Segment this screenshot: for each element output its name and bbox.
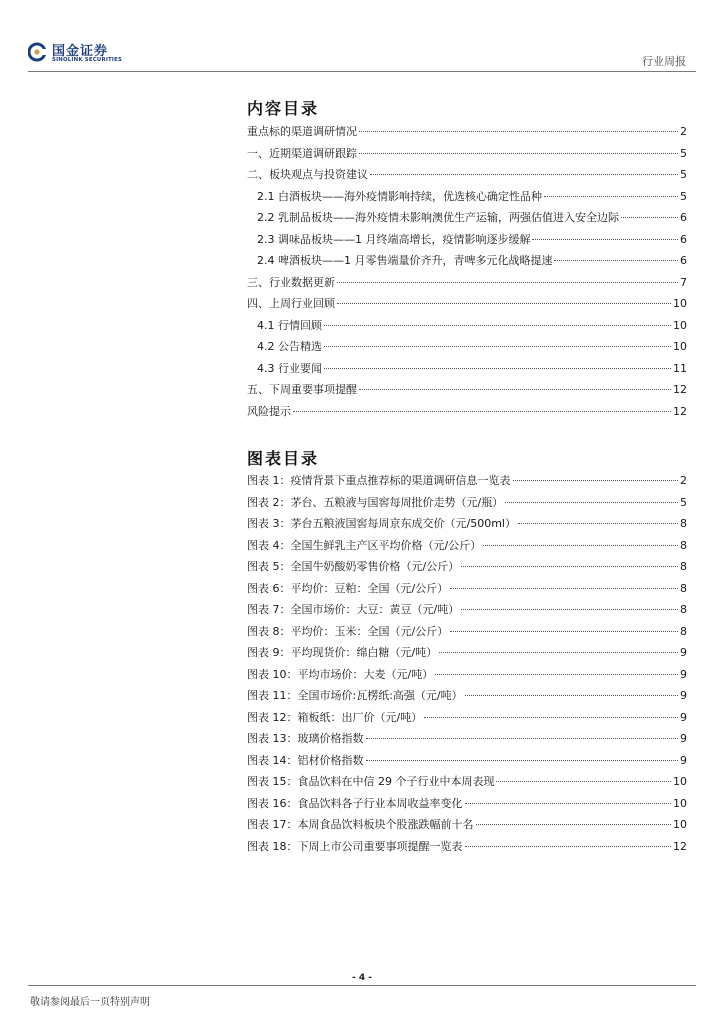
page-number: - 4 - (352, 973, 372, 983)
toc-entry-label: 风险提示 (247, 404, 291, 418)
figure-entry-page: 9 (680, 732, 687, 745)
figure-entry-label: 图表 12：箱板纸：出厂价（元/吨） (247, 710, 423, 724)
figure-entry-page: 9 (680, 646, 687, 659)
figure-entry[interactable] (247, 472, 687, 494)
figure-entry-page: 10 (673, 796, 687, 810)
figure-entry-label: 图表 16：食品饮料各子行业本周收益率变化 (247, 796, 463, 810)
figure-entry[interactable] (247, 687, 687, 709)
dot-leader (483, 544, 678, 546)
figure-entry[interactable] (247, 816, 687, 838)
figure-entry-page: 12 (673, 839, 687, 853)
figure-entry[interactable] (247, 601, 687, 623)
dot-leader (505, 501, 678, 503)
figure-entry-page: 9 (680, 689, 687, 702)
toc-entry-label: 2.4 啤酒板块——1 月零售端量价齐升，青啤多元化战略提速 (257, 254, 553, 267)
figure-entry[interactable] (247, 494, 687, 516)
toc-entry-page: 6 (680, 254, 687, 267)
toc-entry-label: 4.3 行业要闻 (257, 361, 322, 375)
figure-entry[interactable] (247, 580, 687, 602)
dot-leader (476, 823, 672, 825)
toc-entry-page: 5 (680, 146, 687, 160)
toc-entry[interactable] (247, 338, 687, 360)
figure-entry-label: 图表 9：平均现货价：绵白糖（元/吨） (247, 646, 438, 659)
toc-entry-page: 11 (673, 361, 687, 375)
toc-list (247, 123, 687, 424)
figure-entry-label: 图表 14：铝材价格指数 (247, 753, 364, 767)
dot-leader (370, 173, 678, 175)
toc-entry-label: 一、近期渠道调研跟踪 (247, 146, 357, 160)
figure-entry[interactable] (247, 515, 687, 537)
toc-entry-page: 6 (680, 232, 687, 246)
dot-leader (532, 238, 678, 240)
toc-entry-page: 2 (680, 125, 687, 138)
dot-leader (513, 479, 679, 481)
figure-entry-label: 图表 10：平均市场价：大麦（元/吨） (247, 667, 434, 681)
toc-entry-page: 6 (680, 211, 687, 224)
figure-entry-label: 图表 6：平均价：豆粕：全国（元/公斤） (247, 581, 449, 595)
dot-leader (465, 845, 672, 847)
toc-entry[interactable] (247, 381, 687, 403)
toc-entry-page: 5 (680, 189, 687, 203)
report-type-label: 行业周报 (642, 55, 686, 68)
dot-leader (324, 345, 671, 347)
figure-entry[interactable] (247, 537, 687, 559)
dot-leader (439, 651, 678, 653)
figure-entry-label: 图表 7：全国市场价：大豆：黄豆（元/吨） (247, 603, 460, 616)
dot-leader (324, 367, 671, 369)
toc-entry[interactable] (247, 360, 687, 382)
toc-title: 内容目录 (247, 99, 320, 118)
toc-entry-page: 10 (673, 318, 687, 332)
toc-entry[interactable] (247, 295, 687, 317)
toc-entry[interactable] (247, 123, 687, 145)
dot-leader (450, 587, 678, 589)
dot-leader (461, 565, 678, 567)
figure-entry-page: 9 (680, 667, 687, 681)
figure-entry-page: 10 (673, 818, 687, 831)
toc-entry-page: 5 (680, 168, 687, 181)
dot-leader (544, 195, 678, 197)
figure-entry-page: 9 (680, 710, 687, 724)
toc-entry[interactable] (247, 145, 687, 167)
figure-entry-label: 图表 13：玻璃价格指数 (247, 732, 364, 745)
figure-entry-label: 图表 2：茅台、五粮液与国窖每周批价走势（元/瓶） (247, 495, 504, 509)
dot-leader (337, 302, 671, 304)
logo-chinese-name: 国金证券 (52, 44, 109, 59)
dot-leader (518, 522, 678, 524)
toc-entry-label: 重点标的渠道调研情况 (247, 125, 357, 138)
dot-leader (366, 759, 679, 761)
footer-disclaimer: 敬请参阅最后一页特别声明 (30, 997, 150, 1008)
figures-title: 图表目录 (247, 449, 320, 468)
toc-entry[interactable] (247, 403, 687, 425)
figure-entry[interactable] (247, 666, 687, 688)
toc-entry-label: 五、下周重要事项提醒 (247, 383, 357, 396)
figure-entry-label: 图表 4：全国生鲜乳主产区平均价格（元/公斤） (247, 538, 482, 552)
figure-entry-label: 图表 11：全国市场价:瓦楞纸:高强（元/吨） (247, 689, 463, 702)
figure-entry-label: 图表 15：食品饮料在中信 29 个子行业中本周表现 (247, 775, 495, 788)
figure-entry[interactable] (247, 752, 687, 774)
header-divider (28, 71, 696, 72)
figure-entry[interactable] (247, 838, 687, 860)
figure-entry[interactable] (247, 795, 687, 817)
dot-leader (496, 780, 671, 782)
footer-divider (28, 985, 696, 986)
toc-entry-page: 12 (673, 404, 687, 418)
figure-entry-label: 图表 1：疫情背景下重点推荐标的渠道调研信息一览表 (247, 474, 511, 487)
toc-entry[interactable] (247, 274, 687, 296)
figure-entry[interactable] (247, 558, 687, 580)
toc-entry-label: 2.3 调味品板块——1 月终端高增长，疫情影响逐步缓解 (257, 232, 531, 246)
dot-leader (424, 716, 678, 718)
figure-entry-page: 2 (680, 474, 687, 487)
company-logo (28, 40, 138, 66)
toc-entry[interactable] (247, 209, 687, 231)
dot-leader (621, 216, 678, 218)
dot-leader (465, 694, 678, 696)
figure-entry-page: 8 (680, 560, 687, 573)
toc-entry-label: 4.1 行情回顾 (257, 318, 322, 332)
toc-entry-label: 4.2 公告精选 (257, 340, 322, 353)
dot-leader (366, 737, 679, 739)
dot-leader (324, 324, 671, 326)
figure-entry-page: 8 (680, 581, 687, 595)
toc-entry[interactable] (247, 317, 687, 339)
logo-english-name: SINOLINK SECURITIES (52, 57, 123, 63)
dot-leader (359, 388, 671, 390)
figure-entry-page: 8 (680, 624, 687, 638)
dot-leader (465, 802, 672, 804)
figure-entry-page: 10 (673, 775, 687, 788)
figure-entry[interactable] (247, 773, 687, 795)
figure-entry-page: 8 (680, 538, 687, 552)
figure-entry-label: 图表 17：本周食品饮料板块个股涨跌幅前十名 (247, 818, 474, 831)
toc-entry[interactable] (247, 252, 687, 274)
toc-entry-page: 12 (673, 383, 687, 396)
toc-entry-label: 二、板块观点与投资建议 (247, 168, 368, 181)
page-header (0, 0, 724, 80)
toc-entry-label: 2.2 乳制品板块——海外疫情未影响澳优生产运输，两强估值进入安全边际 (257, 211, 619, 224)
dot-leader (461, 608, 678, 610)
toc-entry[interactable] (247, 231, 687, 253)
figure-entry[interactable] (247, 730, 687, 752)
figure-entry[interactable] (247, 644, 687, 666)
toc-entry-label: 2.1 白酒板块——海外疫情影响持续，优选核心确定性品种 (257, 189, 542, 203)
toc-entry-label: 四、上周行业回顾 (247, 297, 335, 310)
toc-entry-label: 三、行业数据更新 (247, 275, 335, 289)
dot-leader (554, 259, 678, 261)
dot-leader (359, 152, 678, 154)
figure-entry-page: 9 (680, 753, 687, 767)
figure-entry[interactable] (247, 623, 687, 645)
dot-leader (450, 630, 678, 632)
dot-leader (337, 281, 678, 283)
figure-entry-page: 8 (680, 517, 687, 530)
figure-entry[interactable] (247, 709, 687, 731)
toc-entry-page: 10 (673, 340, 687, 353)
figure-entry-label: 图表 5：全国牛奶酸奶零售价格（元/公斤） (247, 560, 460, 573)
toc-entry-page: 7 (680, 275, 687, 289)
figure-entry-label: 图表 18：下周上市公司重要事项提醒一览表 (247, 839, 463, 853)
figure-entry-page: 5 (680, 495, 687, 509)
figure-entry-label: 图表 8：平均价：玉米：全国（元/公斤） (247, 624, 449, 638)
toc-entry-page: 10 (673, 297, 687, 310)
toc-entry[interactable] (247, 188, 687, 210)
figures-list (247, 472, 687, 859)
dot-leader (293, 410, 671, 412)
figure-entry-label: 图表 3：茅台五粮液国窖每周京东成交价（元/500ml） (247, 517, 516, 530)
toc-entry[interactable] (247, 166, 687, 188)
figure-entry-page: 8 (680, 603, 687, 616)
logo-mark-icon (28, 41, 48, 63)
dot-leader (359, 130, 678, 132)
dot-leader (435, 673, 678, 675)
